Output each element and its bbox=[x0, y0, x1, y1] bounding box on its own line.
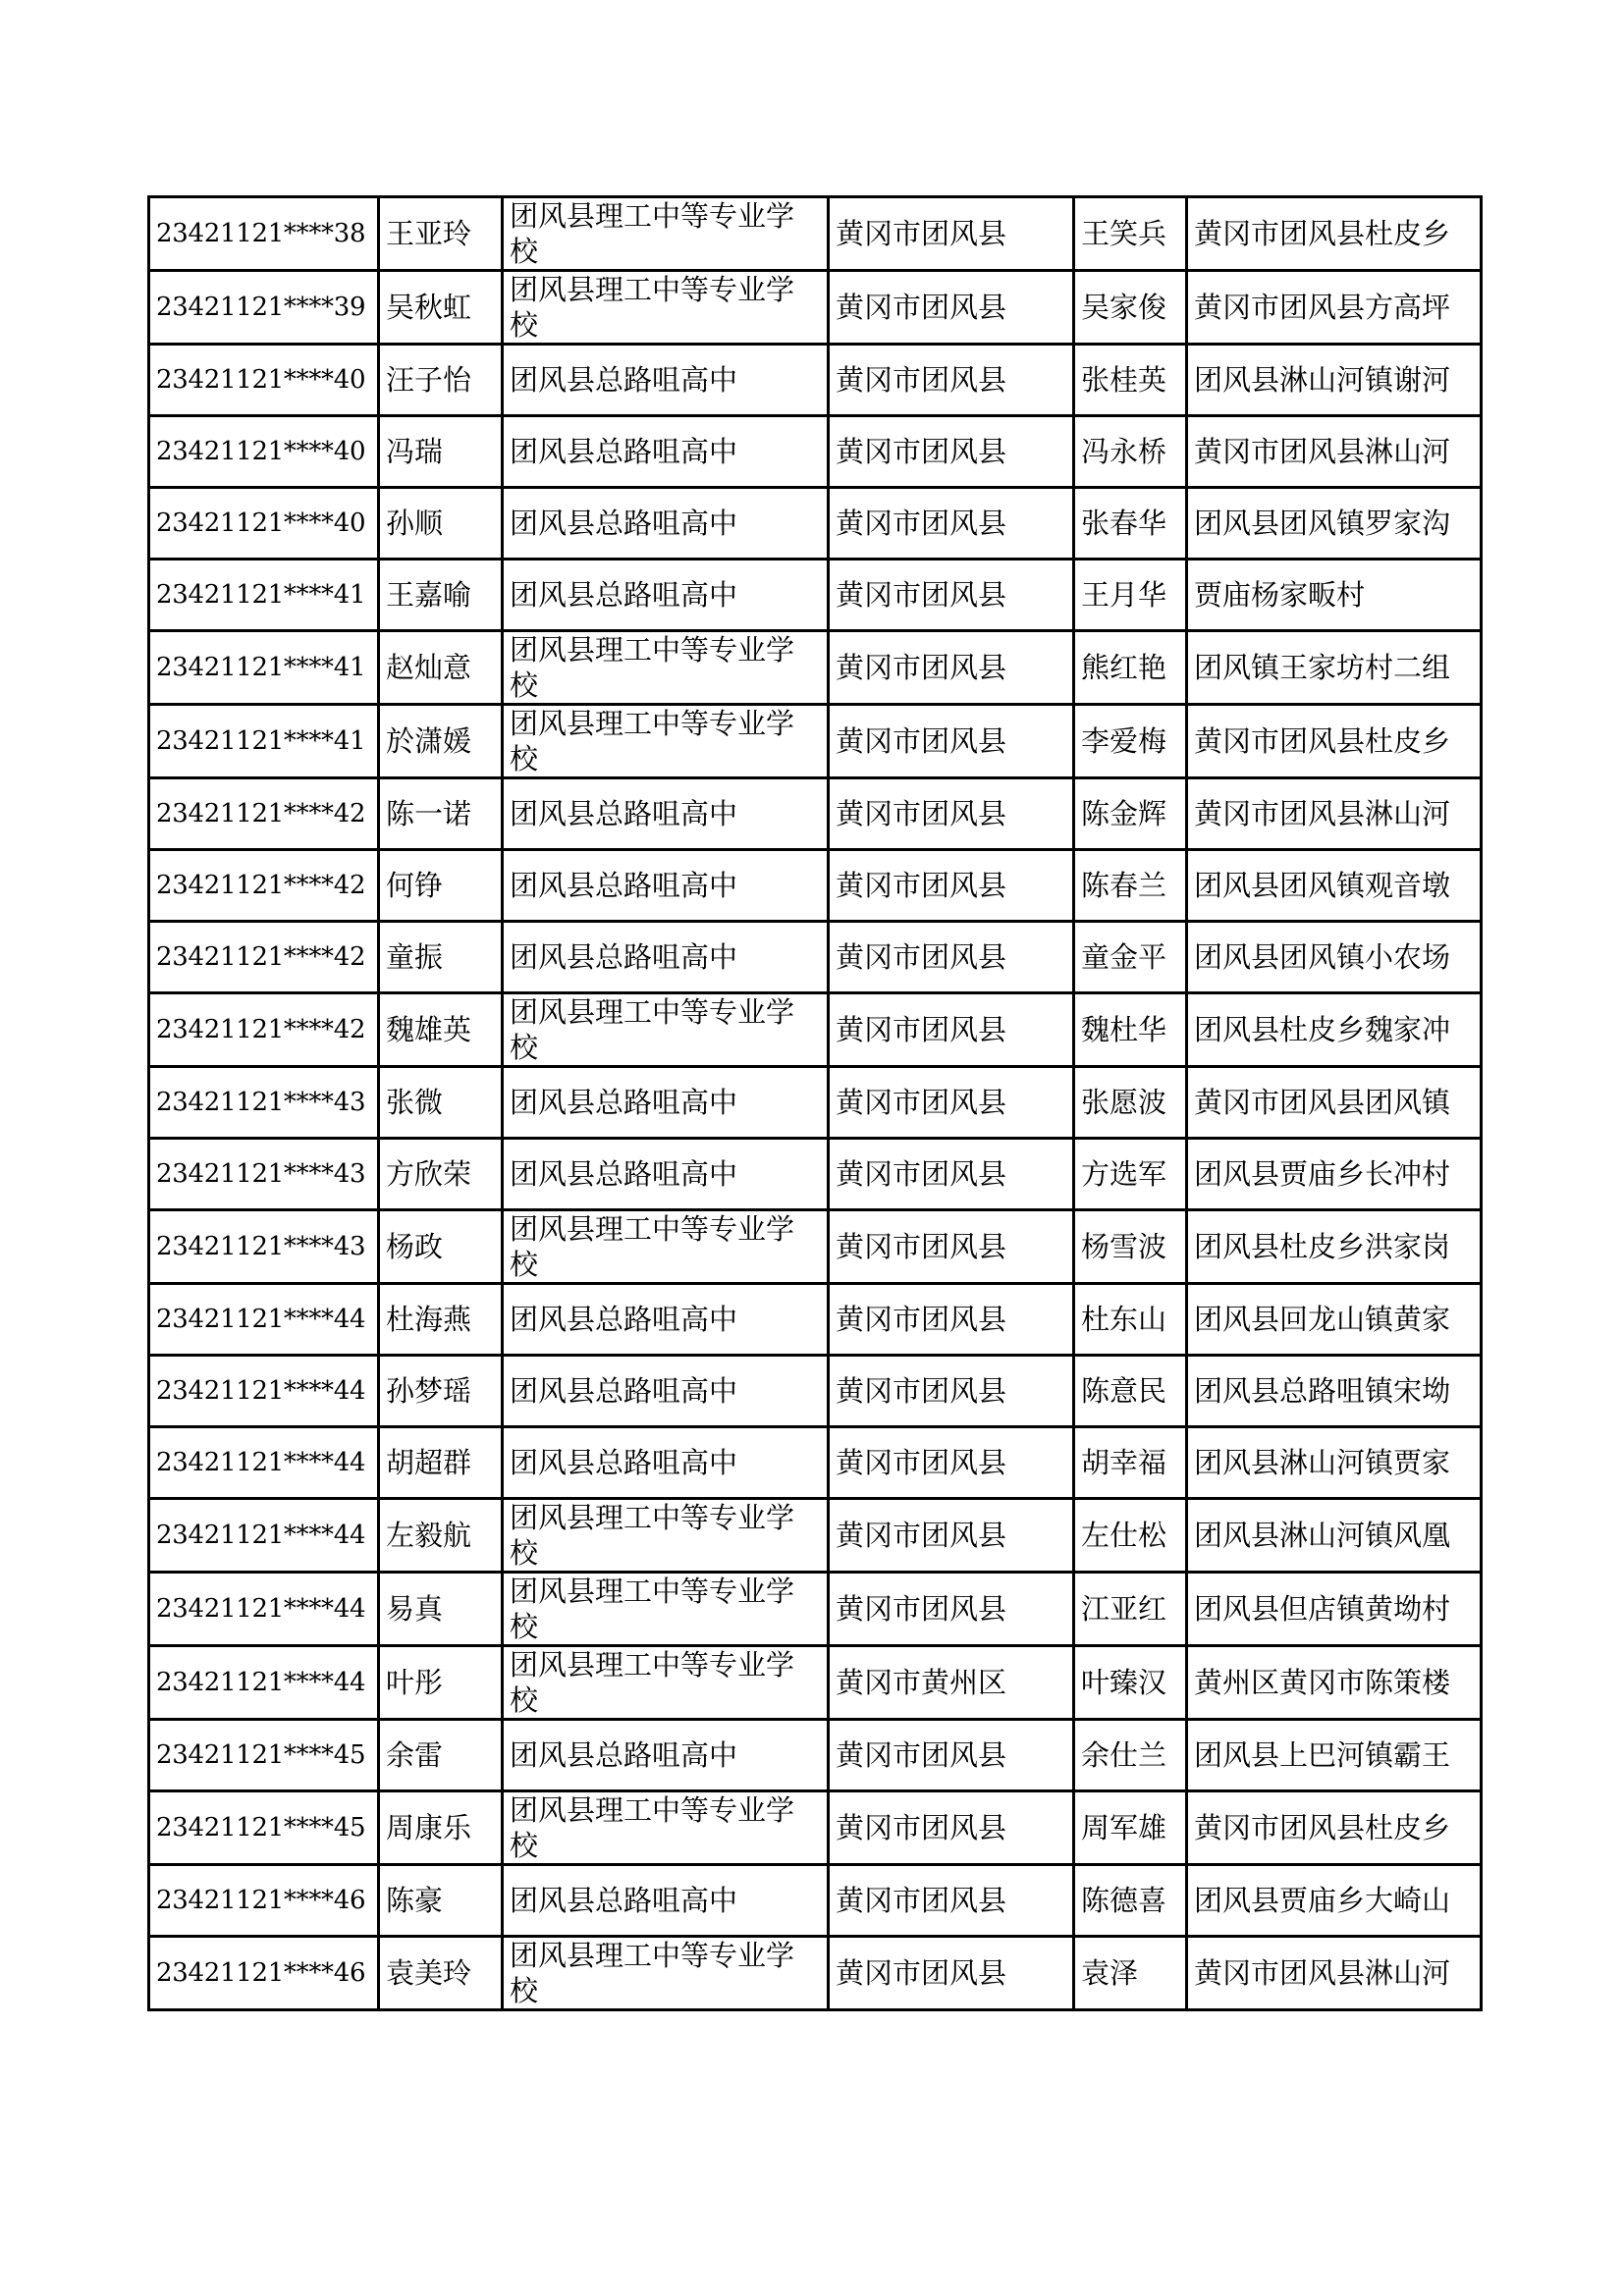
school-cell: 团风县理工中等专业学校 bbox=[503, 705, 829, 778]
guardian-name-cell: 陈春兰 bbox=[1074, 850, 1187, 922]
region-cell: 黄冈市团风县 bbox=[829, 1139, 1074, 1210]
student-name-cell: 孙梦瑶 bbox=[379, 1356, 503, 1427]
region-cell: 黄冈市团风县 bbox=[829, 778, 1074, 850]
region-cell: 黄冈市团风县 bbox=[829, 1865, 1074, 1937]
student-id-cell: 23421121****44 bbox=[149, 1284, 379, 1356]
table-row bbox=[149, 345, 1482, 416]
school-cell: 团风县理工中等专业学校 bbox=[503, 1573, 829, 1646]
student-name-cell: 孙顺 bbox=[379, 488, 503, 560]
student-id-cell: 23421121****42 bbox=[149, 922, 379, 993]
table-row bbox=[149, 1791, 1482, 1865]
guardian-name-cell: 魏杜华 bbox=[1074, 993, 1187, 1067]
address-cell: 贾庙杨家畈村 bbox=[1187, 560, 1482, 631]
student-id-cell: 23421121****45 bbox=[149, 1720, 379, 1791]
region-cell: 黄冈市团风县 bbox=[829, 1720, 1074, 1791]
region-cell: 黄冈市团风县 bbox=[829, 197, 1074, 271]
student-id-cell: 23421121****42 bbox=[149, 778, 379, 850]
guardian-name-cell: 左仕松 bbox=[1074, 1499, 1187, 1573]
student-id-cell: 23421121****38 bbox=[149, 197, 379, 271]
school-cell: 团风县总路咀高中 bbox=[503, 1356, 829, 1427]
address-cell: 黄冈市团风县团风镇 bbox=[1187, 1067, 1482, 1139]
table-row bbox=[149, 850, 1482, 922]
address-cell: 团风县淋山河镇贾家 bbox=[1187, 1427, 1482, 1499]
student-id-cell: 23421121****40 bbox=[149, 416, 379, 488]
student-name-cell: 魏雄英 bbox=[379, 993, 503, 1067]
table-row bbox=[149, 631, 1482, 705]
school-cell: 团风县总路咀高中 bbox=[503, 1427, 829, 1499]
student-id-cell: 23421121****46 bbox=[149, 1937, 379, 2010]
guardian-name-cell: 胡幸福 bbox=[1074, 1427, 1187, 1499]
student-name-cell: 方欣荣 bbox=[379, 1139, 503, 1210]
student-id-cell: 23421121****43 bbox=[149, 1210, 379, 1284]
address-cell: 团风镇王家坊村二组 bbox=[1187, 631, 1482, 705]
address-cell: 团风县上巴河镇霸王 bbox=[1187, 1720, 1482, 1791]
guardian-name-cell: 余仕兰 bbox=[1074, 1720, 1187, 1791]
school-cell: 团风县理工中等专业学校 bbox=[503, 993, 829, 1067]
student-id-cell: 23421121****45 bbox=[149, 1791, 379, 1865]
student-name-cell: 易真 bbox=[379, 1573, 503, 1646]
school-cell: 团风县总路咀高中 bbox=[503, 1865, 829, 1937]
guardian-name-cell: 童金平 bbox=[1074, 922, 1187, 993]
table-row bbox=[149, 197, 1482, 271]
student-name-cell: 杜海燕 bbox=[379, 1284, 503, 1356]
student-name-cell: 余雷 bbox=[379, 1720, 503, 1791]
region-cell: 黄冈市团风县 bbox=[829, 560, 1074, 631]
school-cell: 团风县总路咀高中 bbox=[503, 1284, 829, 1356]
student-id-cell: 23421121****42 bbox=[149, 993, 379, 1067]
region-cell: 黄冈市团风县 bbox=[829, 1427, 1074, 1499]
table-row bbox=[149, 1573, 1482, 1646]
student-name-cell: 王亚玲 bbox=[379, 197, 503, 271]
student-name-cell: 杨政 bbox=[379, 1210, 503, 1284]
region-cell: 黄冈市团风县 bbox=[829, 993, 1074, 1067]
table-body bbox=[149, 197, 1482, 2010]
address-cell: 黄冈市团风县方高坪 bbox=[1187, 271, 1482, 345]
table-row bbox=[149, 488, 1482, 560]
student-name-cell: 胡超群 bbox=[379, 1427, 503, 1499]
guardian-name-cell: 张桂英 bbox=[1074, 345, 1187, 416]
table-row bbox=[149, 1865, 1482, 1937]
student-id-cell: 23421121****43 bbox=[149, 1067, 379, 1139]
school-cell: 团风县总路咀高中 bbox=[503, 1139, 829, 1210]
address-cell: 团风县贾庙乡大崎山 bbox=[1187, 1865, 1482, 1937]
region-cell: 黄冈市团风县 bbox=[829, 1573, 1074, 1646]
student-name-cell: 叶彤 bbox=[379, 1646, 503, 1720]
table-row bbox=[149, 1210, 1482, 1284]
school-cell: 团风县总路咀高中 bbox=[503, 488, 829, 560]
address-cell: 黄州区黄冈市陈策楼 bbox=[1187, 1646, 1482, 1720]
region-cell: 黄冈市团风县 bbox=[829, 705, 1074, 778]
student-name-cell: 张微 bbox=[379, 1067, 503, 1139]
guardian-name-cell: 杜东山 bbox=[1074, 1284, 1187, 1356]
address-cell: 团风县团风镇小农场 bbox=[1187, 922, 1482, 993]
student-id-cell: 23421121****41 bbox=[149, 560, 379, 631]
student-id-cell: 23421121****44 bbox=[149, 1646, 379, 1720]
table-row bbox=[149, 1356, 1482, 1427]
guardian-name-cell: 方选军 bbox=[1074, 1139, 1187, 1210]
guardian-name-cell: 陈德喜 bbox=[1074, 1865, 1187, 1937]
address-cell: 团风县团风镇观音墩 bbox=[1187, 850, 1482, 922]
region-cell: 黄冈市团风县 bbox=[829, 631, 1074, 705]
school-cell: 团风县理工中等专业学校 bbox=[503, 1210, 829, 1284]
address-cell: 团风县杜皮乡魏家冲 bbox=[1187, 993, 1482, 1067]
address-cell: 黄冈市团风县杜皮乡 bbox=[1187, 197, 1482, 271]
school-cell: 团风县理工中等专业学校 bbox=[503, 197, 829, 271]
school-cell: 团风县总路咀高中 bbox=[503, 560, 829, 631]
student-name-cell: 袁美玲 bbox=[379, 1937, 503, 2010]
address-cell: 团风县杜皮乡洪家岗 bbox=[1187, 1210, 1482, 1284]
guardian-name-cell: 周军雄 bbox=[1074, 1791, 1187, 1865]
school-cell: 团风县总路咀高中 bbox=[503, 850, 829, 922]
table-row bbox=[149, 416, 1482, 488]
student-id-cell: 23421121****46 bbox=[149, 1865, 379, 1937]
student-name-cell: 何铮 bbox=[379, 850, 503, 922]
student-table bbox=[147, 195, 1483, 2011]
guardian-name-cell: 袁泽 bbox=[1074, 1937, 1187, 2010]
school-cell: 团风县理工中等专业学校 bbox=[503, 1499, 829, 1573]
guardian-name-cell: 吴家俊 bbox=[1074, 271, 1187, 345]
address-cell: 黄冈市团风县淋山河 bbox=[1187, 1937, 1482, 2010]
school-cell: 团风县总路咀高中 bbox=[503, 416, 829, 488]
student-id-cell: 23421121****44 bbox=[149, 1356, 379, 1427]
region-cell: 黄冈市团风县 bbox=[829, 850, 1074, 922]
school-cell: 团风县总路咀高中 bbox=[503, 778, 829, 850]
student-id-cell: 23421121****40 bbox=[149, 345, 379, 416]
school-cell: 团风县理工中等专业学校 bbox=[503, 1791, 829, 1865]
table-row bbox=[149, 993, 1482, 1067]
table-row bbox=[149, 1284, 1482, 1356]
student-id-cell: 23421121****40 bbox=[149, 488, 379, 560]
table-row bbox=[149, 1067, 1482, 1139]
guardian-name-cell: 王月华 bbox=[1074, 560, 1187, 631]
region-cell: 黄冈市团风县 bbox=[829, 1067, 1074, 1139]
address-cell: 黄冈市团风县淋山河 bbox=[1187, 416, 1482, 488]
address-cell: 团风县贾庙乡长冲村 bbox=[1187, 1139, 1482, 1210]
region-cell: 黄冈市团风县 bbox=[829, 271, 1074, 345]
table-row bbox=[149, 1499, 1482, 1573]
region-cell: 黄冈市团风县 bbox=[829, 922, 1074, 993]
student-name-cell: 吴秋虹 bbox=[379, 271, 503, 345]
student-id-cell: 23421121****41 bbox=[149, 705, 379, 778]
student-name-cell: 於潇媛 bbox=[379, 705, 503, 778]
student-name-cell: 冯瑞 bbox=[379, 416, 503, 488]
student-id-cell: 23421121****43 bbox=[149, 1139, 379, 1210]
table-row bbox=[149, 271, 1482, 345]
student-id-cell: 23421121****41 bbox=[149, 631, 379, 705]
region-cell: 黄冈市团风县 bbox=[829, 1210, 1074, 1284]
student-name-cell: 赵灿意 bbox=[379, 631, 503, 705]
address-cell: 团风县淋山河镇风凰 bbox=[1187, 1499, 1482, 1573]
school-cell: 团风县理工中等专业学校 bbox=[503, 1646, 829, 1720]
table-row bbox=[149, 560, 1482, 631]
guardian-name-cell: 熊红艳 bbox=[1074, 631, 1187, 705]
school-cell: 团风县总路咀高中 bbox=[503, 922, 829, 993]
student-name-cell: 陈豪 bbox=[379, 1865, 503, 1937]
guardian-name-cell: 陈意民 bbox=[1074, 1356, 1187, 1427]
guardian-name-cell: 冯永桥 bbox=[1074, 416, 1187, 488]
region-cell: 黄冈市团风县 bbox=[829, 1284, 1074, 1356]
student-id-cell: 23421121****44 bbox=[149, 1427, 379, 1499]
student-name-cell: 陈一诺 bbox=[379, 778, 503, 850]
guardian-name-cell: 李爱梅 bbox=[1074, 705, 1187, 778]
student-name-cell: 童振 bbox=[379, 922, 503, 993]
student-id-cell: 23421121****44 bbox=[149, 1573, 379, 1646]
school-cell: 团风县理工中等专业学校 bbox=[503, 1937, 829, 2010]
table-row bbox=[149, 1427, 1482, 1499]
student-id-cell: 23421121****42 bbox=[149, 850, 379, 922]
address-cell: 团风县回龙山镇黄家 bbox=[1187, 1284, 1482, 1356]
guardian-name-cell: 张春华 bbox=[1074, 488, 1187, 560]
guardian-name-cell: 叶臻汉 bbox=[1074, 1646, 1187, 1720]
table-row bbox=[149, 922, 1482, 993]
guardian-name-cell: 王笑兵 bbox=[1074, 197, 1187, 271]
region-cell: 黄冈市团风县 bbox=[829, 488, 1074, 560]
school-cell: 团风县总路咀高中 bbox=[503, 345, 829, 416]
address-cell: 团风县团风镇罗家沟 bbox=[1187, 488, 1482, 560]
student-name-cell: 周康乐 bbox=[379, 1791, 503, 1865]
address-cell: 黄冈市团风县淋山河 bbox=[1187, 778, 1482, 850]
address-cell: 黄冈市团风县杜皮乡 bbox=[1187, 1791, 1482, 1865]
table-row bbox=[149, 1139, 1482, 1210]
student-name-cell: 王嘉喻 bbox=[379, 560, 503, 631]
address-cell: 团风县总路咀镇宋坳 bbox=[1187, 1356, 1482, 1427]
student-name-cell: 左毅航 bbox=[379, 1499, 503, 1573]
region-cell: 黄冈市团风县 bbox=[829, 1356, 1074, 1427]
address-cell: 团风县但店镇黄坳村 bbox=[1187, 1573, 1482, 1646]
guardian-name-cell: 陈金辉 bbox=[1074, 778, 1187, 850]
student-name-cell: 汪子怡 bbox=[379, 345, 503, 416]
table-row bbox=[149, 1720, 1482, 1791]
school-cell: 团风县理工中等专业学校 bbox=[503, 271, 829, 345]
student-id-cell: 23421121****44 bbox=[149, 1499, 379, 1573]
student-id-cell: 23421121****39 bbox=[149, 271, 379, 345]
guardian-name-cell: 张愿波 bbox=[1074, 1067, 1187, 1139]
school-cell: 团风县总路咀高中 bbox=[503, 1067, 829, 1139]
region-cell: 黄冈市团风县 bbox=[829, 1937, 1074, 2010]
address-cell: 团风县淋山河镇谢河 bbox=[1187, 345, 1482, 416]
school-cell: 团风县总路咀高中 bbox=[503, 1720, 829, 1791]
region-cell: 黄冈市团风县 bbox=[829, 1791, 1074, 1865]
table-row bbox=[149, 1646, 1482, 1720]
region-cell: 黄冈市黄州区 bbox=[829, 1646, 1074, 1720]
region-cell: 黄冈市团风县 bbox=[829, 416, 1074, 488]
table-row bbox=[149, 1937, 1482, 2010]
table-row bbox=[149, 705, 1482, 778]
guardian-name-cell: 杨雪波 bbox=[1074, 1210, 1187, 1284]
guardian-name-cell: 江亚红 bbox=[1074, 1573, 1187, 1646]
address-cell: 黄冈市团风县杜皮乡 bbox=[1187, 705, 1482, 778]
school-cell: 团风县理工中等专业学校 bbox=[503, 631, 829, 705]
table-row bbox=[149, 778, 1482, 850]
region-cell: 黄冈市团风县 bbox=[829, 345, 1074, 416]
region-cell: 黄冈市团风县 bbox=[829, 1499, 1074, 1573]
